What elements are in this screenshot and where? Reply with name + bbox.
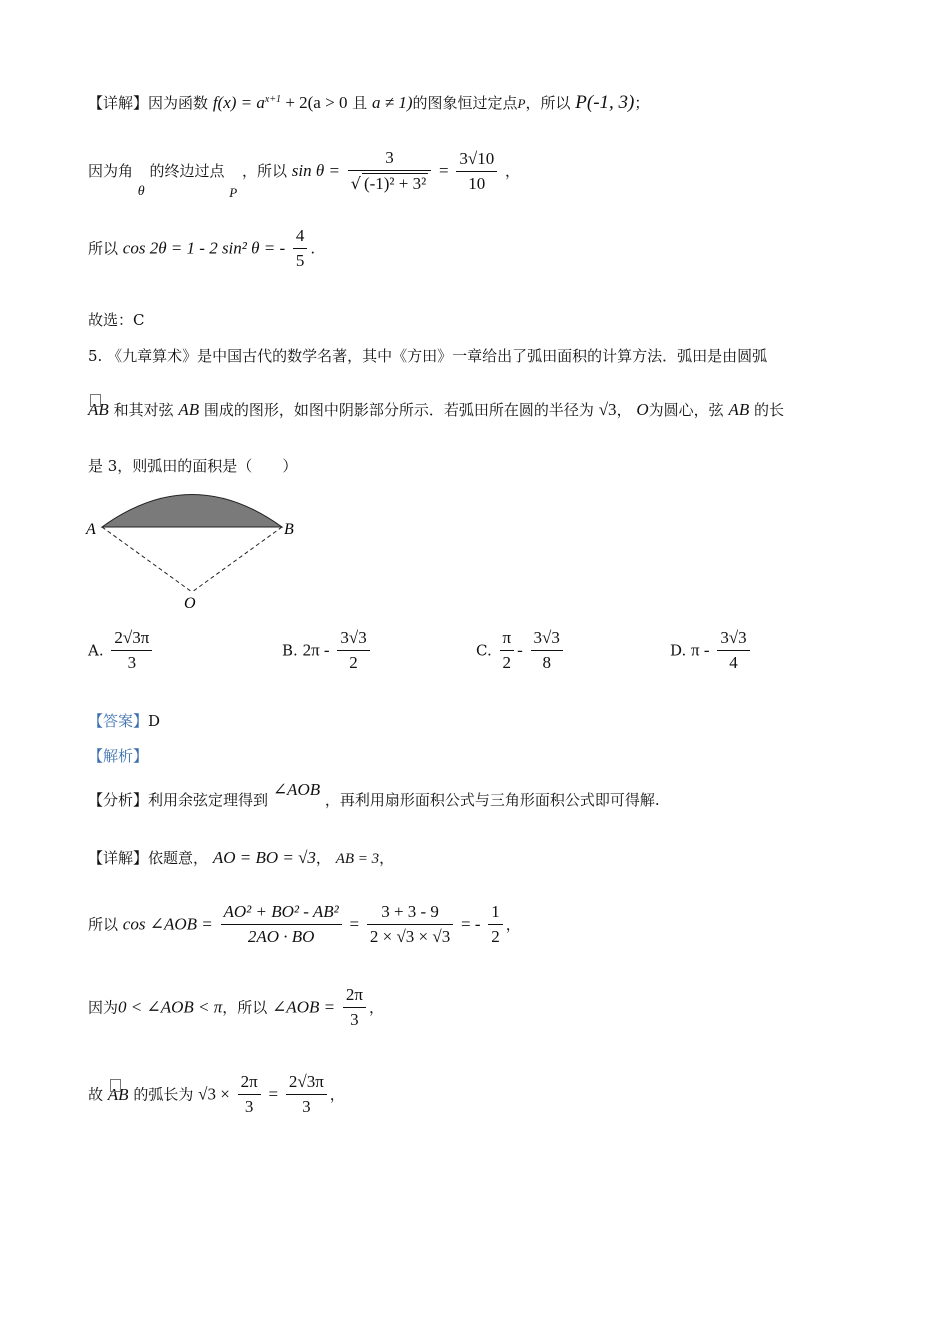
answer-line — [88, 711, 160, 731]
arc-ab-symbol-2: AB — [107, 1084, 129, 1104]
analysis-tag: 【解析】 — [88, 747, 149, 765]
detail-tag: 【详解】 — [88, 94, 149, 112]
label-a: A — [86, 521, 96, 538]
detail-line-1: 【详解】因为函数 $f(x) = a^{x+1} + 2(a > 0$ 且 a ≠ 1)的图象恒过定点P，所以 P(-1, 3)； — [88, 92, 650, 113]
fenxi-line: 【分析】利用余弦定理得到 ∠AOB ，再利用扇形面积公式与三角形面积公式即可得解. — [88, 780, 660, 809]
radius-bo — [192, 527, 282, 592]
answer-value: D — [148, 712, 161, 730]
radius-ao — [102, 527, 192, 592]
cos-aob-line: 所以 cos ∠AOB = $\frac{\text{AO² + BO² - AB²}}{2AO \cdot BO}$ = $\frac{3 + 3 - 9}{2 \times √3 \times √3}$ = - $\frac{1}{2}$ ， — [88, 902, 521, 946]
sin-fraction: $\frac{3}{\text{√ (-1)² + 3²}}$ — [348, 148, 431, 194]
arc-field-figure — [84, 482, 304, 612]
option-c[interactable]: C. $\frac{\pi}{2}$ - $\frac{3√3}{8}$ — [476, 628, 566, 673]
q5-line-2: AB 和其对弦 AB 围成的图形，如图中阴影部分所示．若弧田所在圆的半径为 √3， O为圆心，弦 AB 的长 — [88, 400, 785, 419]
q5-line-3: 是 3，则弧田的面积是（ ） — [88, 457, 298, 475]
option-a[interactable]: A. $\frac{2√3\pi}{3}$ — [88, 628, 155, 673]
sin-result-fraction: $\frac{3√10}{10}$ — [456, 149, 497, 194]
answer-tag: 【答案】 — [88, 712, 149, 730]
q5-line-1: 5. 《九章算术》是中国古代的数学名著，其中《方田》一章给出了弧田面积的计算方法．弧田是由圆弧 — [88, 347, 768, 365]
arc-ab-symbol: AB — [88, 400, 109, 419]
label-b: B — [284, 521, 294, 538]
detail2-line: 【详解】依题意， AO = BO = √3， AB = 3， — [88, 848, 395, 867]
arc-length-line: 故 AB 的弧长为 √3 × $\frac{2\pi}{3}$ = $\frac{2√3\pi}{3}$ ， — [88, 1072, 345, 1116]
sin-theta-line: 因为角 θ 的终边过点 P ，所以 sin θ = $\frac{3}{\text{√ (-1)² + 3²}}$ = $\frac{3√10}{10}$ ， — [88, 148, 521, 200]
label-o: O — [184, 595, 196, 612]
angle-aob-line: 因为0 < ∠AOB < π，所以 ∠AOB = $\frac{2\pi}{3}$ ， — [88, 985, 384, 1029]
shaded-arc-segment — [102, 495, 282, 528]
cos-fraction: $\frac{4}{5}$ — [293, 226, 308, 271]
option-b[interactable]: B. 2π - $\frac{3√3}{2}$ — [282, 628, 373, 673]
cos-2theta-line: 所以 cos 2θ = 1 - 2 sin² θ = - $\frac{4}{5}$ . — [88, 226, 316, 270]
option-d[interactable]: D. π - $\frac{3√3}{4}$ — [670, 628, 753, 673]
previous-choice: 故选：C — [88, 311, 145, 329]
arc-field-svg — [84, 482, 304, 612]
